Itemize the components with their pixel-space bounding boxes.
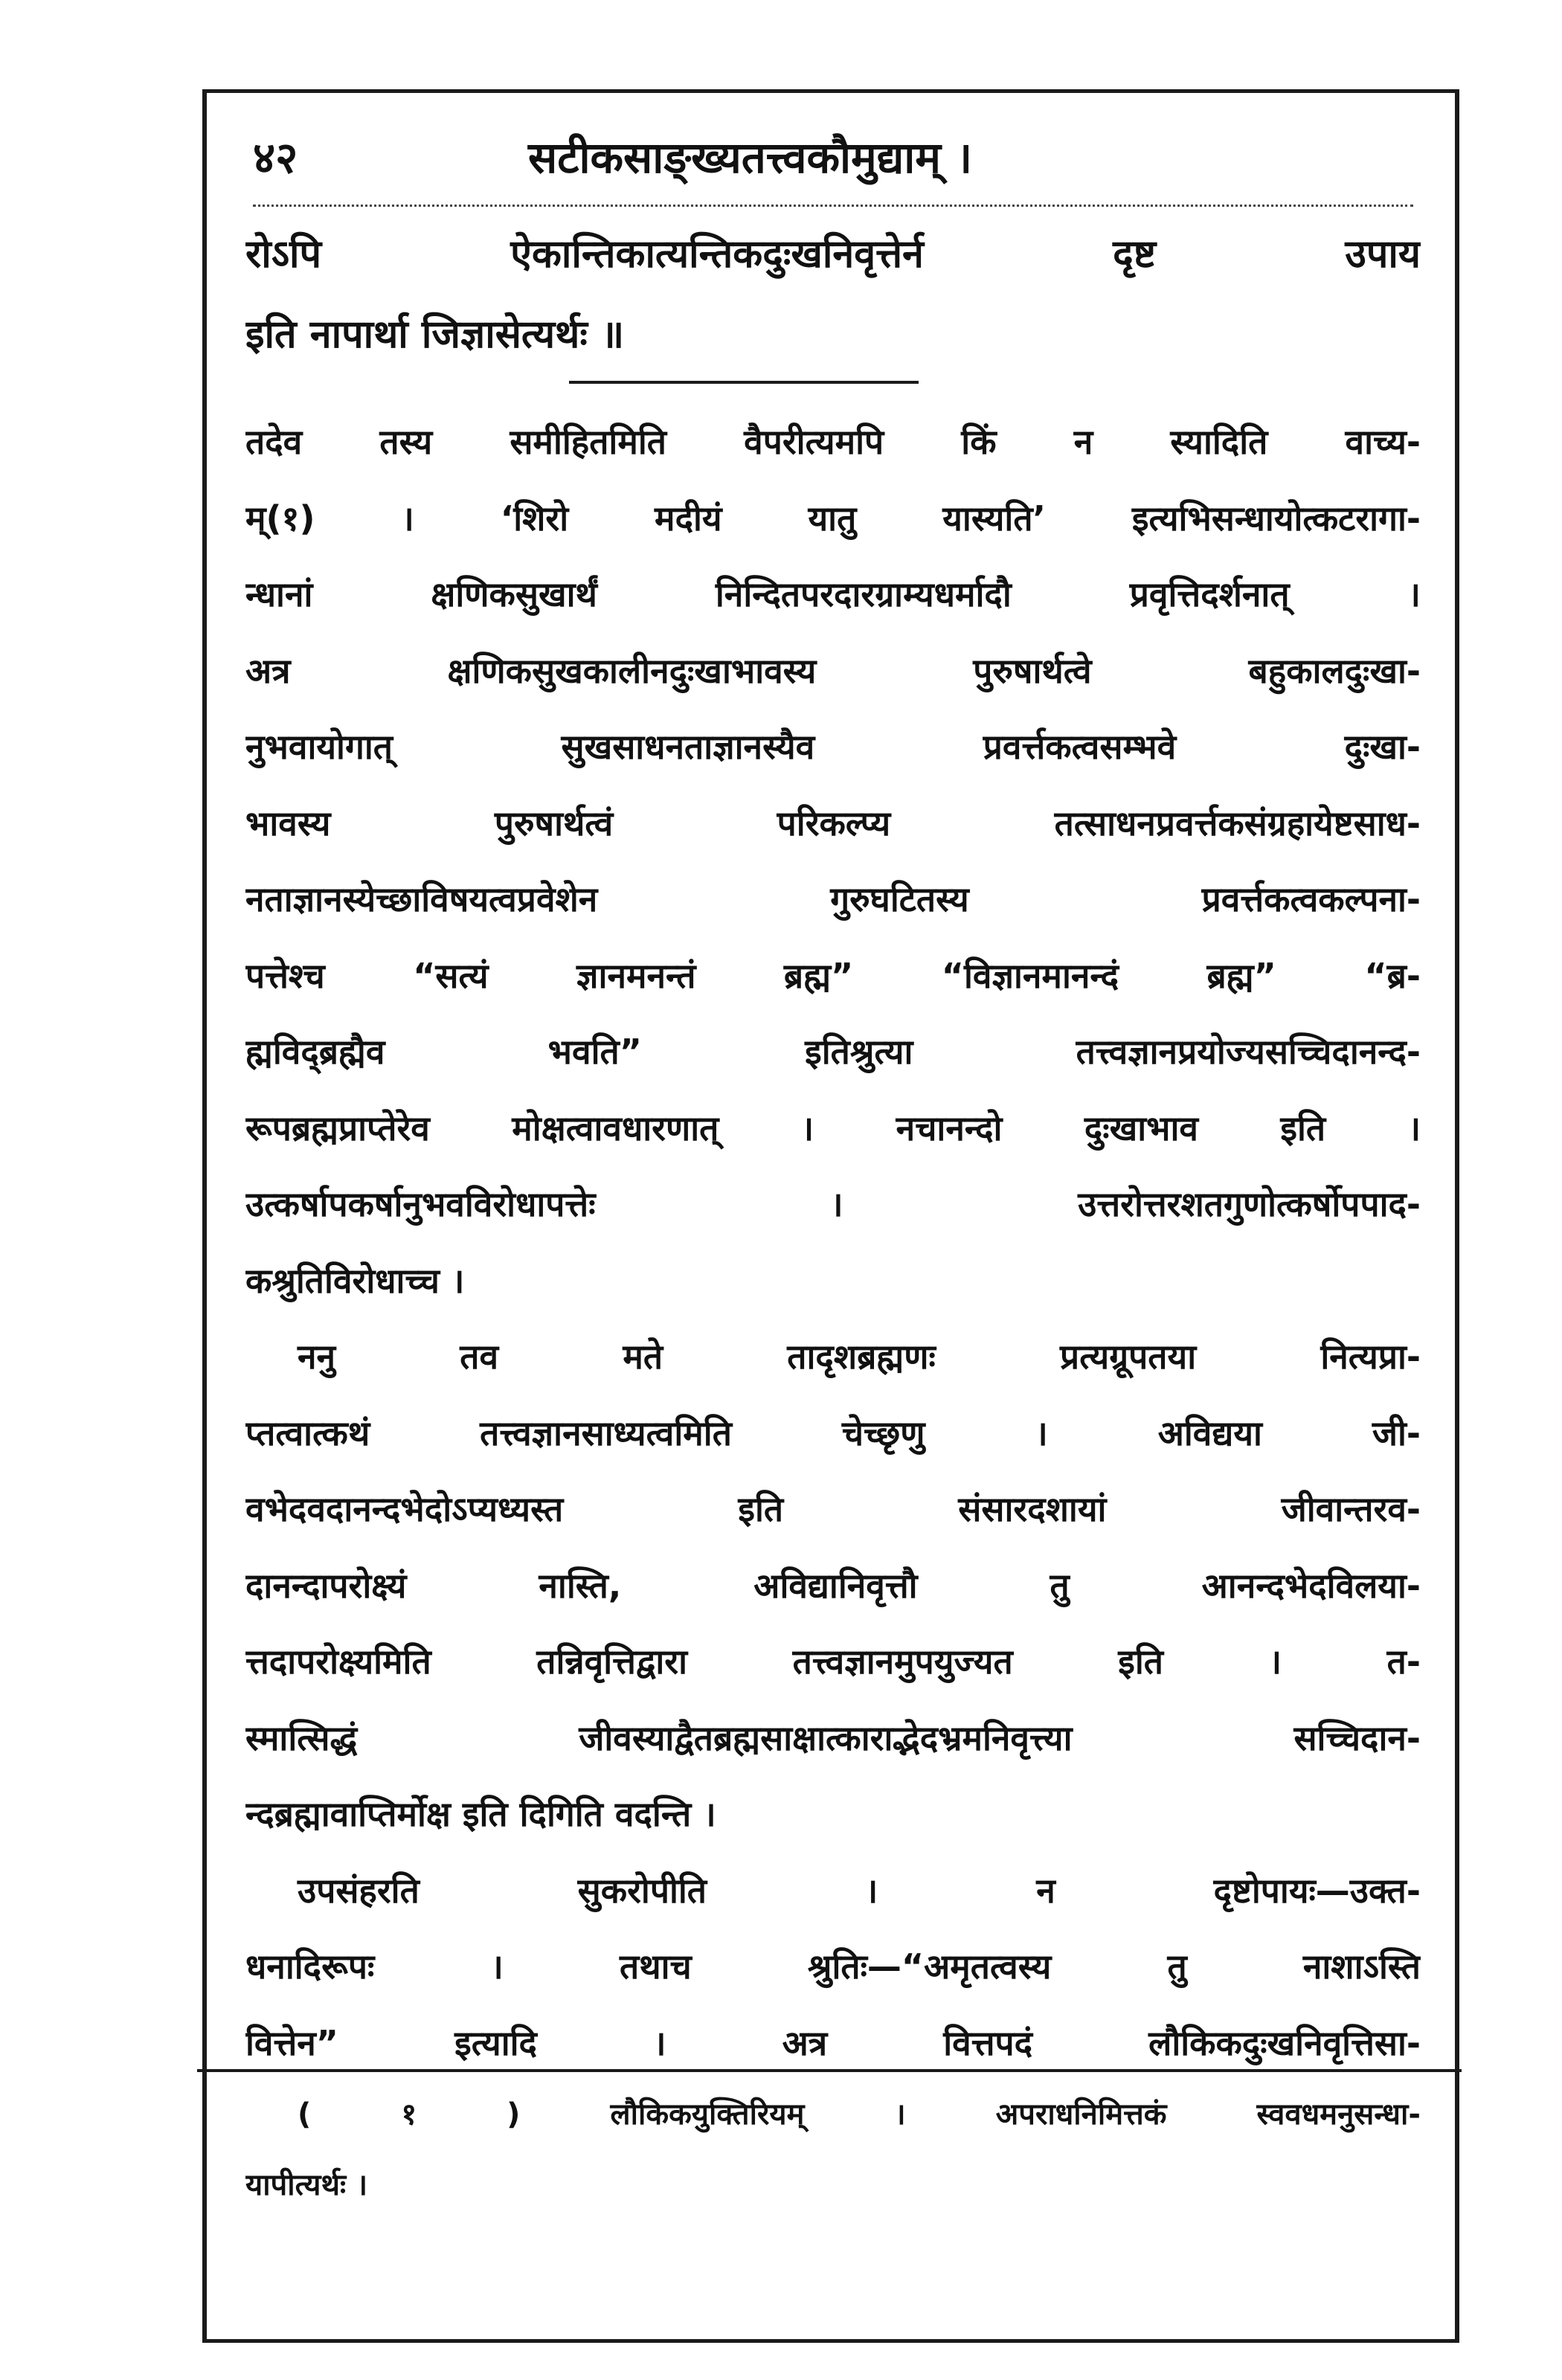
commentary-line: ननु तव मते तादृशब्रह्मणः प्रत्यग्रूपतया नित्यप्रा- [298, 1337, 1421, 1377]
commentary-line: भावस्य पुरुषार्थत्वं परिकल्प्य तत्साधनप्रवर्त्तकसंग्रहायेष्टसाध- [245, 803, 1421, 843]
mula-line: रोऽपि ऐकान्तिकात्यन्तिकदुःखनिवृत्तेर्न दृष्ट उपाय [245, 232, 1421, 277]
commentary-line: धनादिरूपः । तथाच श्रुतिः—“अमृतत्वस्य तु नाशाऽस्ति [245, 1946, 1421, 1987]
footnote-line: यापीत्यर्थः । [245, 2168, 368, 2202]
commentary-line: अत्र क्षणिकसुखकालीनदुःखाभावस्य पुरुषार्थत्वे बहुकालदुःखा- [245, 650, 1421, 691]
mula-line: इति नापार्था जिज्ञासेत्यर्थः ॥ [245, 312, 625, 357]
commentary-line: रूपब्रह्मप्राप्तेरेव मोक्षत्वावधारणात् । नचानन्दो दुःखाभाव इति । [245, 1107, 1421, 1148]
commentary-line: न्दब्रह्मावाप्तिर्मोक्ष इति दिगिति वदन्ति । [245, 1794, 716, 1834]
mula-text [245, 214, 1421, 375]
commentary-line: त्तदापरोक्ष्यमिति तन्निवृत्तिद्वारा तत्त्वज्ञानमुपयुज्यत इति । त- [245, 1641, 1421, 1682]
commentary-line: उपसंहरति सुकरोपीति । न दृष्टोपायः—उक्त- [298, 1870, 1421, 1911]
page-number: ४२ [253, 132, 298, 183]
commentary-text [245, 404, 1421, 2081]
commentary-line: उत्कर्षापकर्षानुभवविरोधापत्तेः । उत्तरोत्तरशतगुणोत्कर्षोपपाद- [245, 1184, 1421, 1224]
commentary-line: नताज्ञानस्येच्छाविषयत्वप्रवेशेन गुरुघटितस्य प्रवर्त्तकत्वकल्पना- [245, 879, 1421, 919]
commentary-line: वभेदवदानन्दभेदोऽप्यध्यस्त इति संसारदशायां जीवान्तरव- [245, 1489, 1421, 1529]
footnote-rule [197, 2069, 1462, 2072]
commentary-line: म्(१) । ‘शिरो मदीयं यातु यास्यति’ इत्यभिसन्धायोत्कटरागा- [245, 498, 1421, 538]
header-rule [253, 197, 1413, 207]
mula-divider [569, 381, 919, 384]
footnote [245, 2080, 1421, 2221]
commentary-line: तदेव तस्य समीहितमिति वैपरीत्यमपि किं न स्यादिति वाच्य- [245, 422, 1421, 462]
commentary-line: दानन्दापरोक्ष्यं नास्ति, अविद्यानिवृत्तौ तु आनन्दभेदविलया- [245, 1565, 1421, 1606]
commentary-line: वित्तेन” इत्यादि । अत्र वित्तपदं लौकिकदुःखनिवृत्तिसा- [245, 2022, 1421, 2063]
footnote-line: ( १ ) लौकिकयुक्तिरियम् । अपराधनिमित्तकं स्ववधमनुसन्धा- [298, 2097, 1421, 2132]
running-header [223, 126, 1436, 193]
commentary-line: पत्तेश्च “सत्यं ज्ञानमनन्तं ब्रह्म” “विज्ञानमानन्दं ब्रह्म” “ब्र- [245, 955, 1421, 996]
commentary-line: स्मात्सिद्धं जीवस्याद्वैतब्रह्मसाक्षात्काराद्भेदभ्रमनिवृत्त्या सच्चिदान- [245, 1717, 1421, 1758]
commentary-line: ह्मविद्ब्रह्मैव भवति” इतिश्रुत्या तत्त्वज्ञानप्रयोज्यसच्चिदानन्द- [245, 1032, 1421, 1072]
commentary-line: कश्रुतिविरोधाच्च । [245, 1260, 465, 1301]
commentary-line: न्धानां क्षणिकसुखार्थं निन्दितपरदारग्राम्यधर्मादौ प्रवृत्तिदर्शनात् । [245, 574, 1421, 614]
commentary-line: प्तत्वात्कथं तत्त्वज्ञानसाध्यत्वमिति चेच्छृणु । अविद्यया जी- [245, 1412, 1421, 1453]
running-title: सटीकसाङ्ख्यतत्त्वकौमुद्याम् । [528, 132, 973, 183]
commentary-line: नुभवायोगात् सुखसाधनताज्ञानस्यैव प्रवर्त्तकत्वसम्भवे दुःखा- [245, 727, 1421, 767]
